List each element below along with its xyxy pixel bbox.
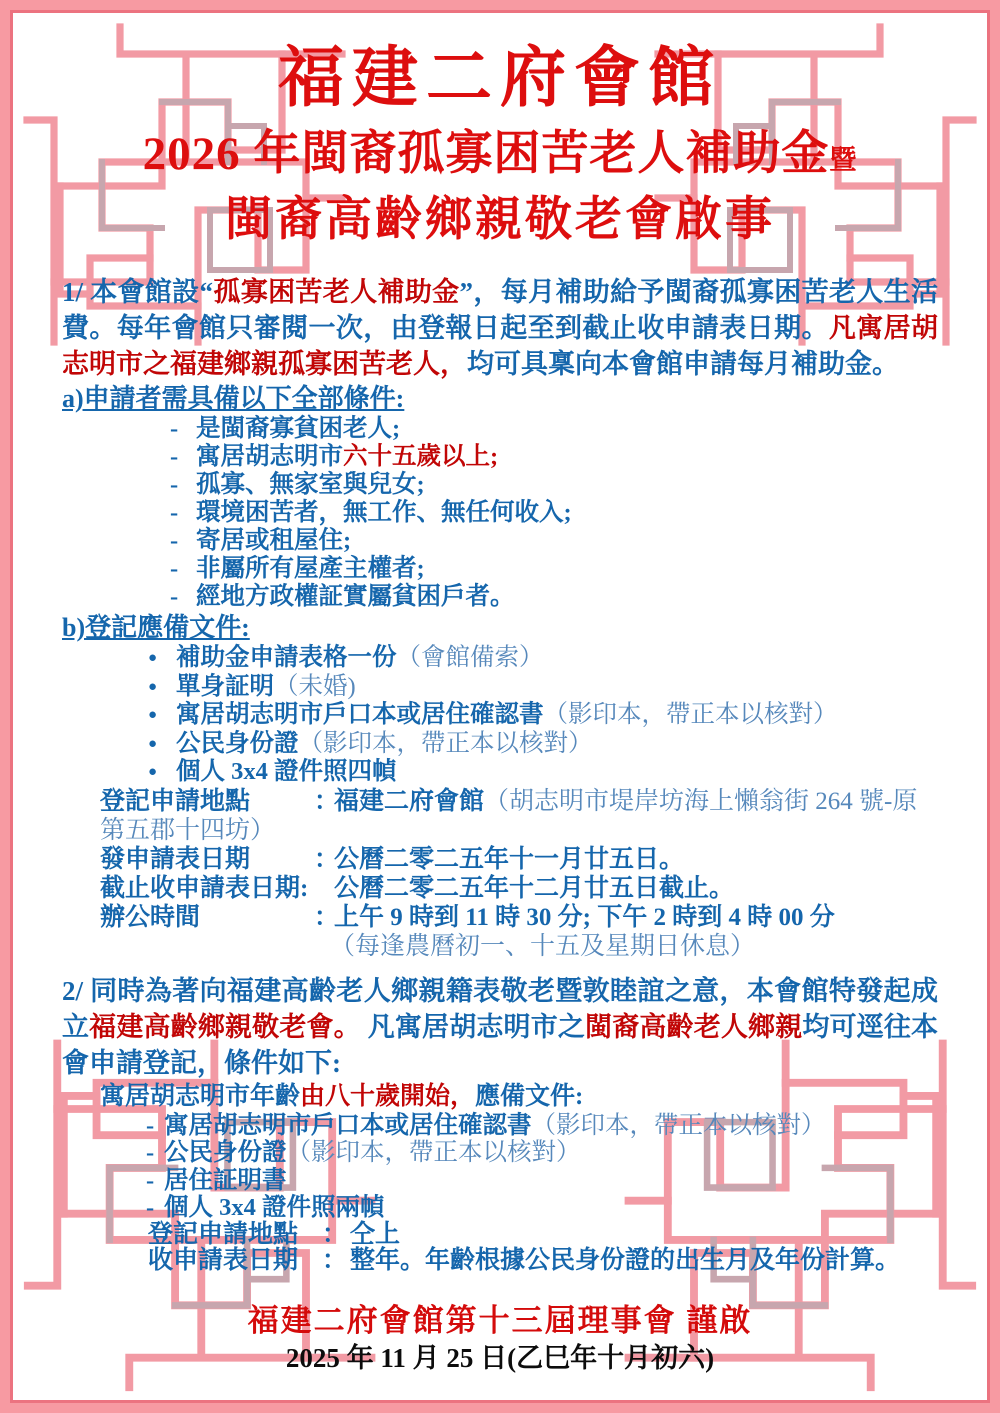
document-text: 寓居胡志明市戶口本或居住確認書	[176, 701, 544, 728]
condition-item	[170, 527, 938, 555]
condition-item	[170, 555, 938, 583]
condition-text: 經地方政權証實屬貧困戶者。	[196, 583, 515, 610]
s1-intro-seg4-red: 凡寓居胡志明市之福建鄉親孤寡困苦老人，	[62, 313, 939, 379]
condition-text: 寄居或租屋住;	[196, 527, 352, 554]
document-text: 個人 3x4 證件照四幀	[176, 758, 397, 785]
info-colon: ：	[314, 903, 340, 931]
bullet-marker: ●	[148, 678, 158, 695]
info-colon: ：	[322, 1247, 348, 1274]
info-value: 公曆二零二五年十二月廿五日截止。	[334, 874, 735, 902]
document-text: 單身証明	[176, 672, 274, 700]
document-text: 公民身份證	[176, 729, 299, 757]
document-note: （影印本，帶正本以核對）	[298, 729, 593, 757]
document-item	[146, 1112, 938, 1140]
s2-intro-seg5: 均可逕往本會申請登記，條件如下:	[62, 1011, 939, 1078]
dash-marker: -	[170, 471, 179, 498]
info-value: 福建二府會館	[334, 787, 485, 815]
s1-intro-seg1: 1/ 本會館設“	[62, 277, 214, 307]
info-label: 登記申請地點	[100, 787, 251, 815]
document-text: 補助金申請表格一份	[176, 644, 397, 671]
documents-list-2	[62, 1112, 938, 1222]
info-colon: ：	[314, 787, 340, 815]
document-item	[148, 730, 938, 759]
info-note: （胡志明市堤岸坊海上懶翁街 264 號-原第五郡十四坊）	[100, 787, 918, 844]
dash-marker: -	[170, 443, 179, 470]
dash-marker: -	[170, 583, 179, 610]
age-line-post: 應備文件:	[475, 1082, 584, 1110]
section2-intro-paragraph	[62, 973, 938, 1081]
section1-intro-paragraph	[62, 274, 938, 382]
info-row	[100, 903, 938, 932]
document-note: （影印本，帶正本以核對）	[543, 701, 838, 728]
dash-marker: -	[170, 527, 179, 554]
condition-text: 寓居胡志明市	[196, 443, 343, 470]
condition-item	[170, 583, 938, 611]
document-note: （會館備索）	[396, 644, 544, 671]
document-text: 個人 3x4 證件照兩幀	[164, 1194, 385, 1221]
registration-info-block-2	[62, 1222, 938, 1275]
info-colon: ：	[322, 1220, 348, 1248]
document-text: 居住証明書	[164, 1166, 287, 1194]
document-item	[148, 644, 938, 673]
dash-marker: -	[170, 555, 179, 582]
condition-item	[170, 499, 938, 527]
s2-intro-seg1: 2/ 同時為著向福建高齡老人鄉親籍表敬老暨敦睦誼之意，本會館特發起成立	[62, 975, 938, 1042]
organization-title: 福建二府會館	[278, 42, 722, 115]
info-label: 收申請表日期	[148, 1247, 299, 1274]
document-text: 寓居胡志明市戶口本或居住確認書	[164, 1111, 532, 1139]
conditions-list	[62, 415, 938, 611]
subtitle-small-char: 暨	[829, 145, 858, 175]
condition-item	[170, 471, 938, 499]
bullet-marker: ●	[148, 707, 158, 723]
info-row	[100, 787, 938, 845]
info-row	[148, 1248, 938, 1275]
condition-text: 非屬所有屋產主權者;	[196, 555, 425, 582]
s2-intro-seg2-red: 福建高齡鄉親敬老會。	[89, 1011, 361, 1042]
dash-marker: -	[146, 1166, 155, 1194]
document-text: 公民身份證	[164, 1139, 287, 1166]
document-item	[148, 673, 938, 702]
info-value: 公曆二零二五年十一月廿五日。	[334, 845, 685, 873]
dash-marker: -	[146, 1139, 155, 1166]
condition-text: 環境困苦者，無工作、無任何收入;	[196, 499, 572, 526]
info-label: 登記申請地點	[148, 1220, 299, 1248]
bullet-marker: ●	[148, 735, 158, 752]
notice-subtitle-line2: 閩裔高齡鄉親敬老會啟事	[225, 194, 775, 246]
info-row	[100, 874, 938, 903]
condition-item	[170, 443, 938, 471]
age-line-pre: 寓居胡志明市年齡	[100, 1082, 301, 1110]
dash-marker: -	[146, 1194, 155, 1221]
info-label: 截止收申請表日期:	[100, 874, 309, 902]
footer-date: 2025 年 11 月 25 日(乙巳年十月初六)	[285, 1342, 715, 1373]
rest-days-note: （每逢農曆初一、十五及星期日休息）	[330, 932, 756, 960]
s2-intro-seg3: 凡寓居胡志明市之	[360, 1011, 586, 1042]
document-note: （影印本，帶正本以核對）	[286, 1139, 581, 1166]
info-row	[100, 845, 938, 874]
s2-intro-seg4-red: 閩裔高齡老人鄉親	[585, 1011, 803, 1042]
notice-subtitle-line1	[62, 124, 938, 190]
documents-list	[62, 644, 938, 787]
bullet-marker: ●	[148, 764, 158, 780]
document-note: （未婚)	[274, 672, 356, 700]
document-item	[146, 1167, 938, 1195]
condition-text: 孤寡、無家室與兒女;	[196, 471, 425, 498]
subtitle-main-text: 2026 年閩裔孤寡困苦老人補助金	[142, 128, 830, 180]
dash-marker: -	[146, 1111, 155, 1139]
info-colon: ：	[314, 845, 340, 873]
registration-info-block	[62, 787, 938, 932]
document-item	[148, 701, 938, 730]
document-note: （影印本，帶正本以核對）	[531, 1111, 826, 1139]
condition-text-red: 六十五歲以上;	[343, 443, 499, 470]
s1-intro-seg5: 均可具稟向本會館申請每月補助金。	[467, 349, 899, 379]
document-item	[146, 1194, 938, 1222]
s1-intro-seg2-red: 孤寡困苦老人補助金	[213, 277, 460, 307]
document-item	[146, 1139, 938, 1167]
age-line-red: 由八十歲開始，	[300, 1082, 476, 1110]
footer-signature: 福建二府會館第十三屆理事會 謹啟	[247, 1302, 753, 1338]
documents-header: b)登記應備文件:	[62, 613, 250, 642]
info-label: 辦公時間	[100, 903, 201, 931]
dash-marker: -	[170, 415, 179, 442]
document-item	[148, 758, 938, 787]
condition-text: 是閩裔寡貧困老人;	[196, 415, 401, 442]
conditions-header: a)申請者需具備以下全部條件:	[62, 384, 405, 413]
condition-item	[170, 415, 938, 443]
dash-marker: -	[170, 499, 179, 526]
s1-intro-seg3: ”，每月補助給予閩裔孤寡困苦老人生活費。每年會館只審閱一次，由登報日起至到截止收申請表日期。	[62, 277, 938, 343]
bullet-marker: ●	[148, 650, 158, 666]
info-value: 整年。年齡根據公民身份證的出生月及年份計算。	[350, 1247, 901, 1274]
info-label: 發申請表日期	[100, 845, 251, 873]
info-row	[148, 1222, 938, 1249]
age-requirement-line	[62, 1081, 938, 1112]
info-value: 上午 9 時到 11 時 30 分; 下午 2 時到 4 時 00 分	[334, 903, 835, 931]
info-value: 仝上	[350, 1220, 401, 1248]
